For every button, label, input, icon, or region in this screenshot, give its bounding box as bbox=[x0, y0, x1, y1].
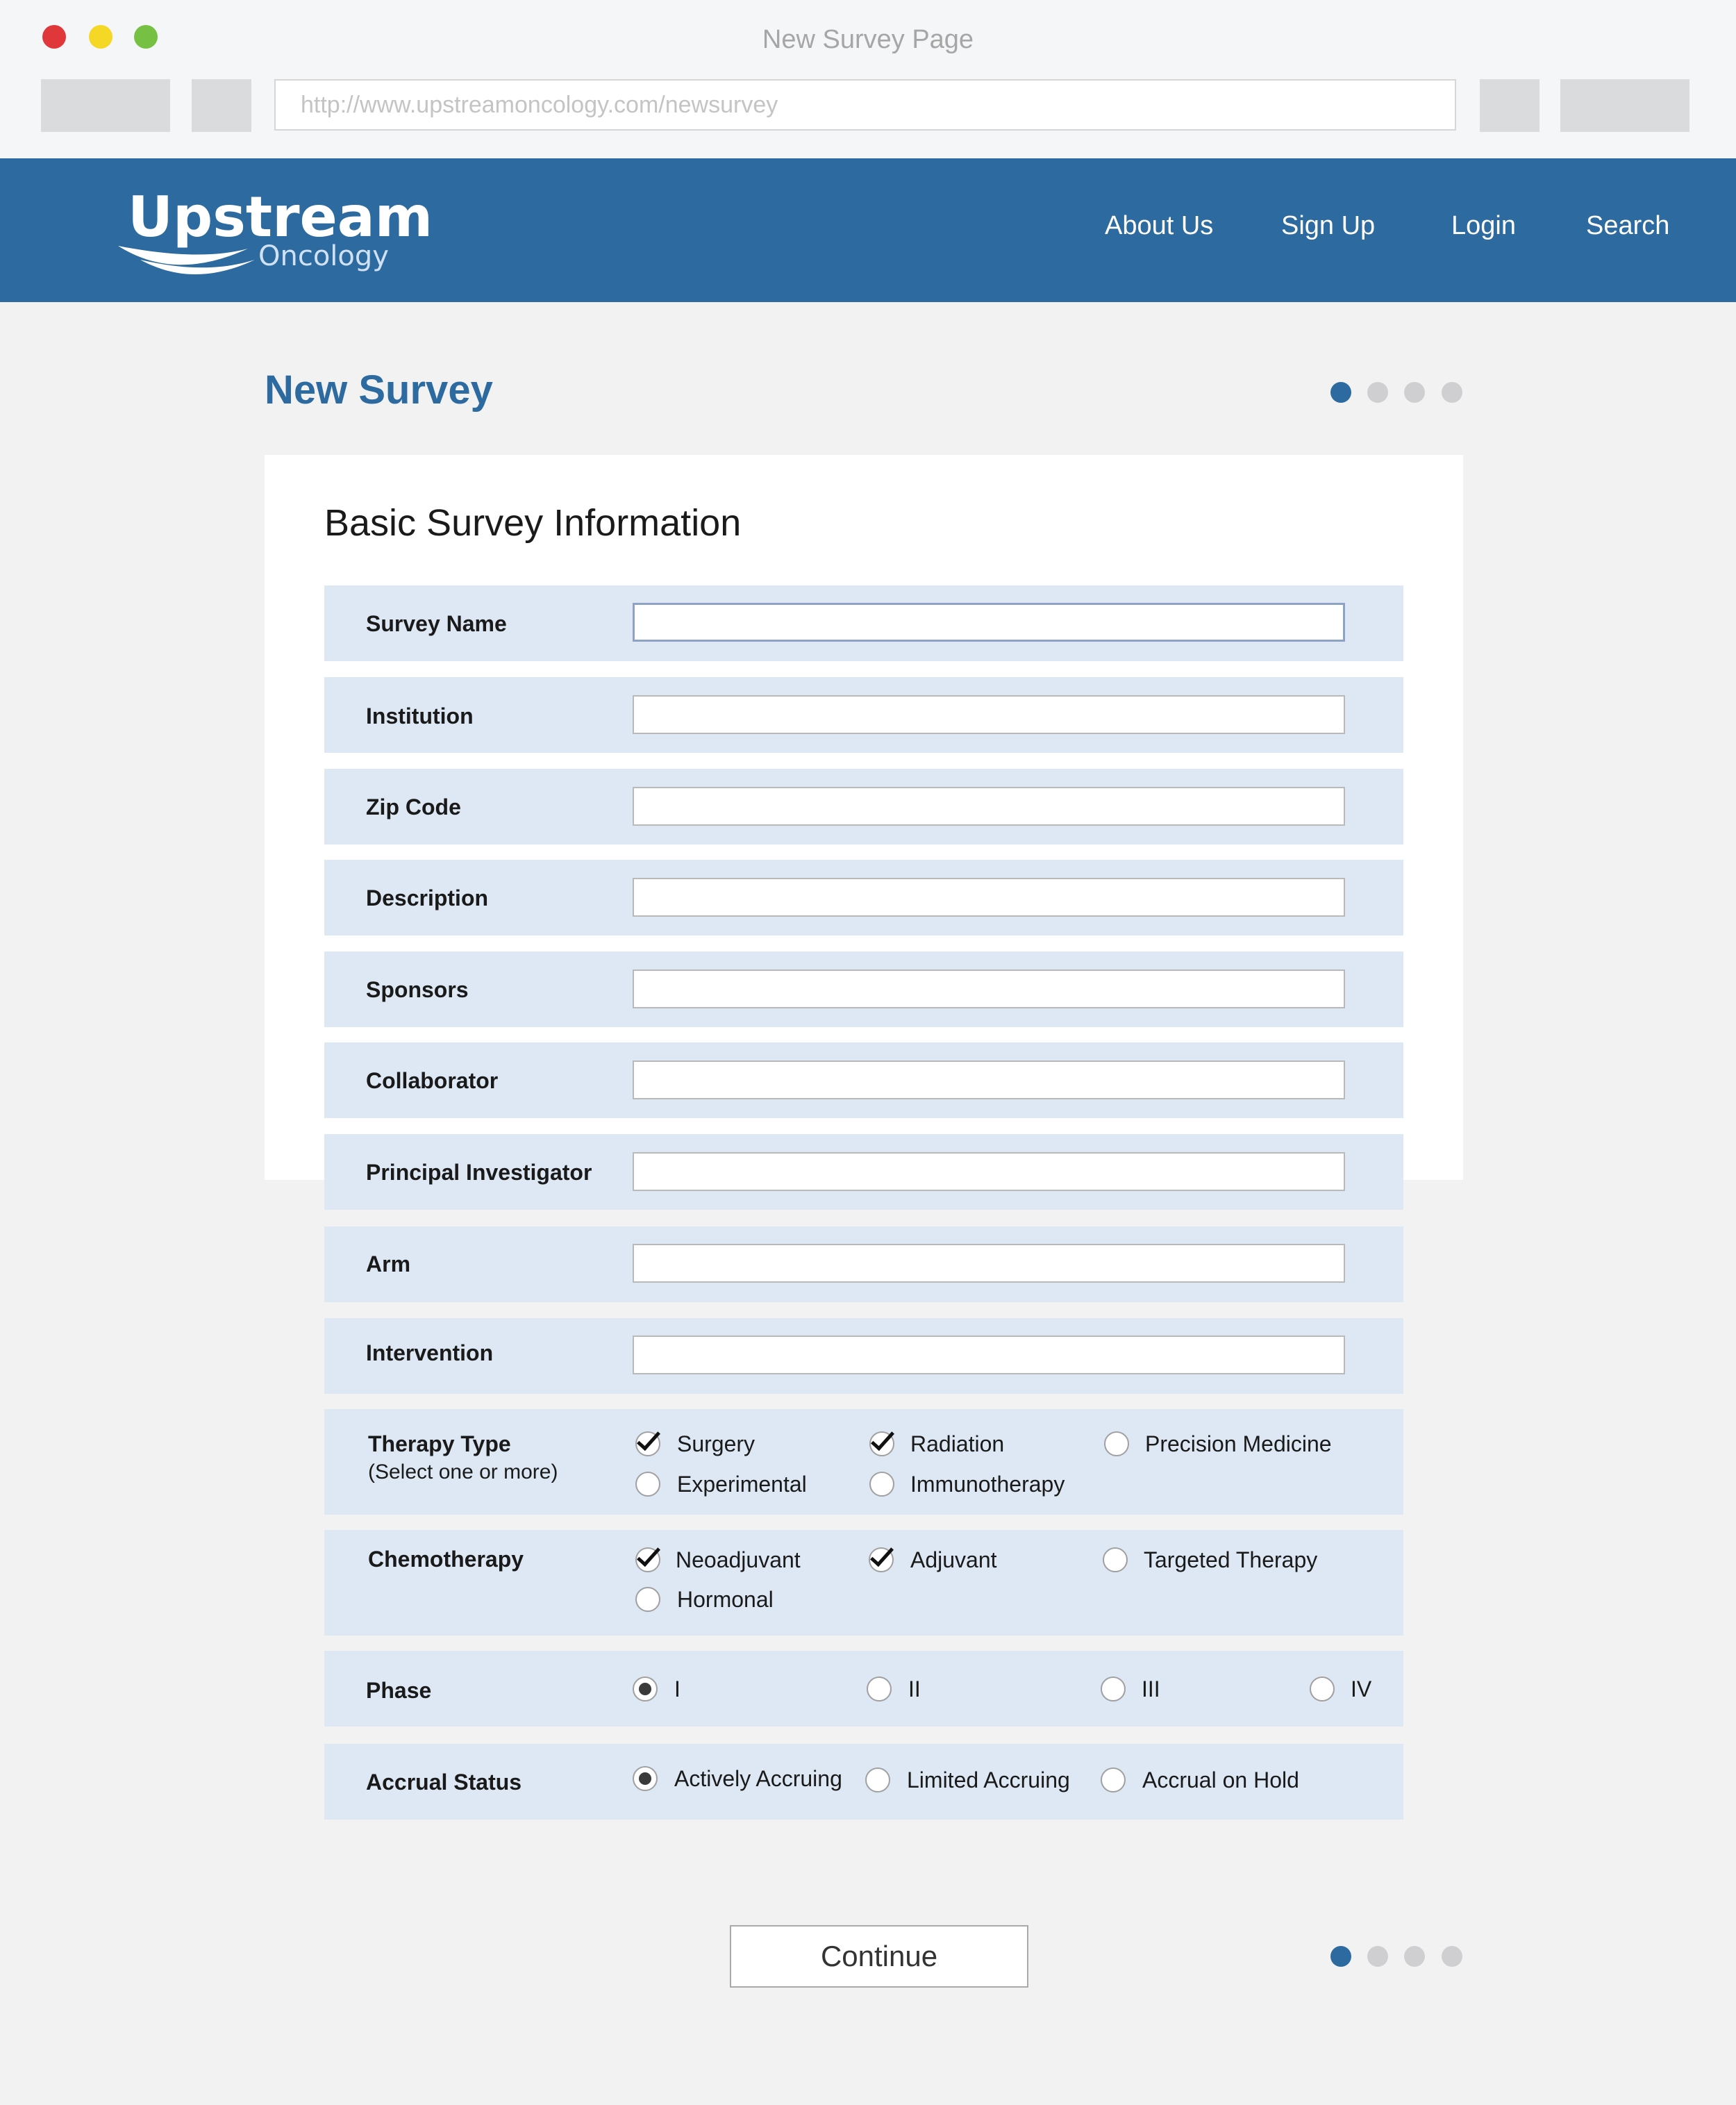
label-sponsors: Sponsors bbox=[366, 977, 469, 1002]
arm-input[interactable] bbox=[633, 1244, 1345, 1283]
checkbox-hormonal[interactable] bbox=[635, 1587, 660, 1612]
option-label-targeted-therapy: Targeted Therapy bbox=[1144, 1547, 1318, 1572]
option-label-accrual-on-hold: Accrual on Hold bbox=[1142, 1767, 1299, 1792]
step-indicator-2 bbox=[1367, 382, 1388, 403]
checkbox-radiation[interactable] bbox=[869, 1431, 894, 1456]
forward-button[interactable] bbox=[192, 79, 251, 132]
form-row-phase bbox=[324, 1651, 1403, 1727]
checkbox-surgery[interactable] bbox=[635, 1431, 660, 1456]
option-label-hormonal: Hormonal bbox=[677, 1587, 774, 1612]
label-accrual-status: Accrual Status bbox=[366, 1770, 522, 1795]
logo-sub-text: Oncology bbox=[258, 240, 389, 272]
label-therapy-type: Therapy Type bbox=[368, 1431, 511, 1456]
option-label-actively-accruing: Actively Accruing bbox=[674, 1766, 842, 1791]
radio-phase-i[interactable] bbox=[633, 1676, 658, 1702]
option-label-precision-medicine: Precision Medicine bbox=[1145, 1431, 1332, 1456]
survey-name-input[interactable] bbox=[633, 603, 1345, 642]
label-zip-code: Zip Code bbox=[366, 794, 461, 819]
bottom-step-indicator-1 bbox=[1330, 1946, 1351, 1967]
option-label-radiation: Radiation bbox=[910, 1431, 1005, 1456]
sublabel-therapy-type: (Select one or more) bbox=[368, 1461, 558, 1483]
radio-phase-ii[interactable] bbox=[867, 1676, 892, 1702]
reload-button[interactable] bbox=[1480, 79, 1539, 132]
option-label-limited-accruing: Limited Accruing bbox=[907, 1767, 1070, 1792]
zip-code-input[interactable] bbox=[633, 787, 1345, 826]
option-label-immunotherapy: Immunotherapy bbox=[910, 1472, 1065, 1497]
bottom-step-indicator-2 bbox=[1367, 1946, 1388, 1967]
checkbox-immunotherapy[interactable] bbox=[869, 1472, 894, 1497]
bottom-step-indicator-4 bbox=[1442, 1946, 1462, 1967]
nav-login[interactable]: Login bbox=[1451, 211, 1516, 240]
option-label-phase-iii: III bbox=[1142, 1676, 1160, 1702]
nav-search[interactable]: Search bbox=[1586, 211, 1670, 240]
url-bar[interactable]: http://www.upstreamoncology.com/newsurvey bbox=[274, 79, 1456, 131]
label-chemotherapy: Chemotherapy bbox=[368, 1547, 524, 1572]
collaborator-input[interactable] bbox=[633, 1060, 1345, 1099]
label-institution: Institution bbox=[366, 704, 474, 729]
radio-actively-accruing[interactable] bbox=[633, 1766, 658, 1791]
logo[interactable] bbox=[112, 182, 433, 286]
nav-sign-up[interactable]: Sign Up bbox=[1281, 211, 1376, 240]
step-indicator-1 bbox=[1330, 382, 1351, 403]
window-title: New Survey Page bbox=[762, 25, 974, 54]
checkbox-adjuvant[interactable] bbox=[869, 1547, 894, 1572]
label-arm: Arm bbox=[366, 1251, 411, 1276]
option-label-neoadjuvant: Neoadjuvant bbox=[676, 1547, 801, 1572]
label-principal-investigator: Principal Investigator bbox=[366, 1160, 592, 1185]
option-label-phase-iv: IV bbox=[1351, 1676, 1372, 1702]
label-description: Description bbox=[366, 885, 489, 910]
step-indicator-3 bbox=[1404, 382, 1425, 403]
intervention-input[interactable] bbox=[633, 1336, 1345, 1374]
menu-button[interactable] bbox=[1560, 79, 1689, 132]
nav-about-us[interactable]: About Us bbox=[1105, 211, 1214, 240]
description-input[interactable] bbox=[633, 878, 1345, 917]
label-intervention: Intervention bbox=[366, 1340, 494, 1365]
radio-accrual-on-hold[interactable] bbox=[1101, 1767, 1126, 1792]
sponsors-input[interactable] bbox=[633, 970, 1345, 1008]
radio-phase-iii[interactable] bbox=[1101, 1676, 1126, 1702]
bottom-step-indicator-3 bbox=[1404, 1946, 1425, 1967]
checkbox-precision-medicine[interactable] bbox=[1104, 1431, 1129, 1456]
label-survey-name: Survey Name bbox=[366, 611, 507, 636]
institution-input[interactable] bbox=[633, 695, 1345, 734]
step-indicator-4 bbox=[1442, 382, 1462, 403]
option-label-experimental: Experimental bbox=[677, 1472, 807, 1497]
radio-limited-accruing[interactable] bbox=[865, 1767, 890, 1792]
back-button[interactable] bbox=[41, 79, 170, 132]
continue-button[interactable]: Continue bbox=[730, 1925, 1028, 1988]
label-collaborator: Collaborator bbox=[366, 1068, 499, 1093]
checkbox-neoadjuvant[interactable] bbox=[635, 1547, 660, 1572]
section-title: Basic Survey Information bbox=[324, 502, 742, 544]
logo-main-text: Upstream bbox=[128, 185, 433, 249]
checkbox-targeted-therapy[interactable] bbox=[1103, 1547, 1128, 1572]
logo-wave-icon bbox=[112, 182, 433, 286]
option-label-surgery: Surgery bbox=[677, 1431, 756, 1456]
checkbox-experimental[interactable] bbox=[635, 1472, 660, 1497]
page-title: New Survey bbox=[265, 367, 493, 413]
label-phase: Phase bbox=[366, 1678, 432, 1703]
option-label-phase-ii: II bbox=[908, 1676, 921, 1702]
option-label-adjuvant: Adjuvant bbox=[910, 1547, 997, 1572]
radio-phase-iv[interactable] bbox=[1310, 1676, 1335, 1702]
principal-investigator-input[interactable] bbox=[633, 1152, 1345, 1191]
option-label-phase-i: I bbox=[674, 1676, 681, 1702]
